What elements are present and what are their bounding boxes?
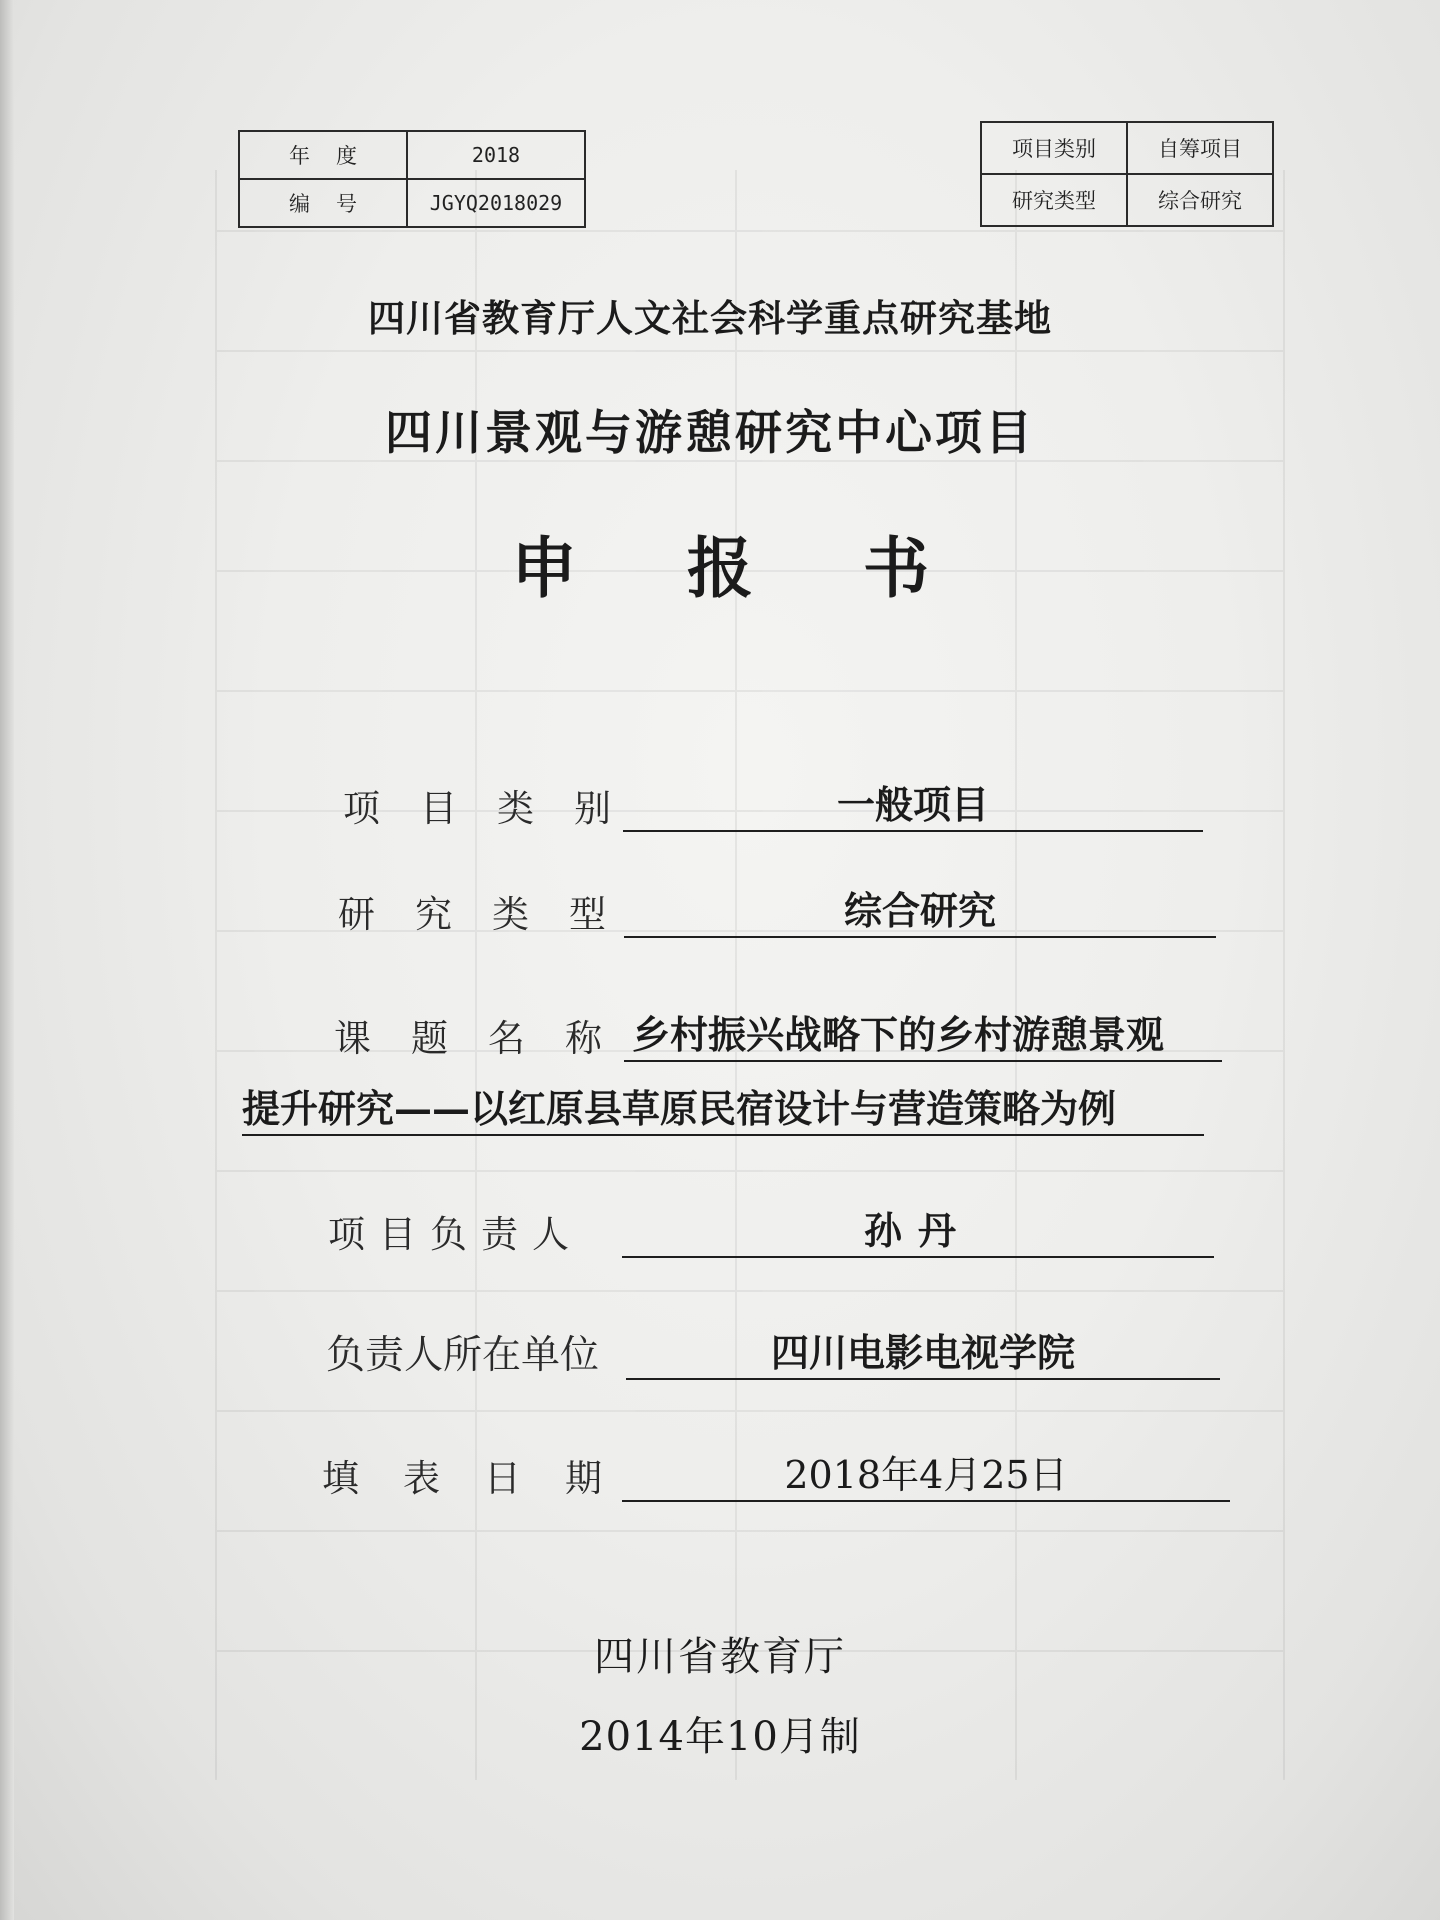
year-value: 2018 <box>407 131 585 179</box>
research-type-label: 研究类型 <box>981 174 1127 226</box>
topic-name-value-line2: 提升研究——以红原县草原民宿设计与营造策略为例 <box>242 1084 1204 1136</box>
project-center-title: 四川景观与游憩研究中心项目 <box>385 406 1035 461</box>
year-row <box>239 131 585 179</box>
research-type-value: 综合研究 <box>1127 174 1273 226</box>
research-type-field-value: 综合研究 <box>624 886 1216 938</box>
number-value: JGYQ2018029 <box>407 179 585 227</box>
number-label: 编号 <box>239 179 407 227</box>
topic-name-value-line1: 乡村振兴战略下的乡村游憩景观 <box>624 1010 1222 1062</box>
project-leader-value: 孙丹 <box>622 1206 1214 1258</box>
year-number-box <box>238 130 586 228</box>
category-label: 项目类别 <box>981 122 1127 174</box>
project-category-value: 一般项目 <box>623 780 1203 832</box>
field-leader-unit <box>326 1324 1220 1380</box>
research-type-field-label: 研究类型 <box>338 893 646 936</box>
field-fill-date <box>322 1448 1230 1502</box>
project-leader-label: 项目负责人 <box>328 1213 583 1256</box>
number-row <box>239 179 585 227</box>
document-title: 申报书 <box>511 529 1039 607</box>
field-topic-name-continued <box>242 1084 1204 1136</box>
fill-date-value: 2018年4月25日 <box>622 1450 1230 1502</box>
fill-date-label: 填表日期 <box>322 1457 646 1500</box>
category-type-box <box>980 121 1274 227</box>
category-row <box>981 122 1273 174</box>
leader-unit-value: 四川电影电视学院 <box>626 1328 1220 1380</box>
topic-name-label: 课题名称 <box>334 1017 642 1060</box>
field-project-category <box>343 778 1203 832</box>
field-project-leader <box>328 1204 1214 1258</box>
issuer: 四川省教育厅 <box>594 1634 846 1680</box>
project-category-label: 项目类别 <box>343 787 651 830</box>
field-research-type <box>338 884 1216 938</box>
research-type-row <box>981 174 1273 226</box>
institution-subtitle: 四川省教育厅人文社会科学重点研究基地 <box>368 297 1052 340</box>
edition-date: 2014年10月制 <box>579 1714 861 1760</box>
field-topic-name <box>334 1008 1222 1062</box>
leader-unit-label: 负责人所在单位 <box>326 1333 600 1378</box>
category-value: 自筹项目 <box>1127 122 1273 174</box>
year-label: 年度 <box>239 131 407 179</box>
